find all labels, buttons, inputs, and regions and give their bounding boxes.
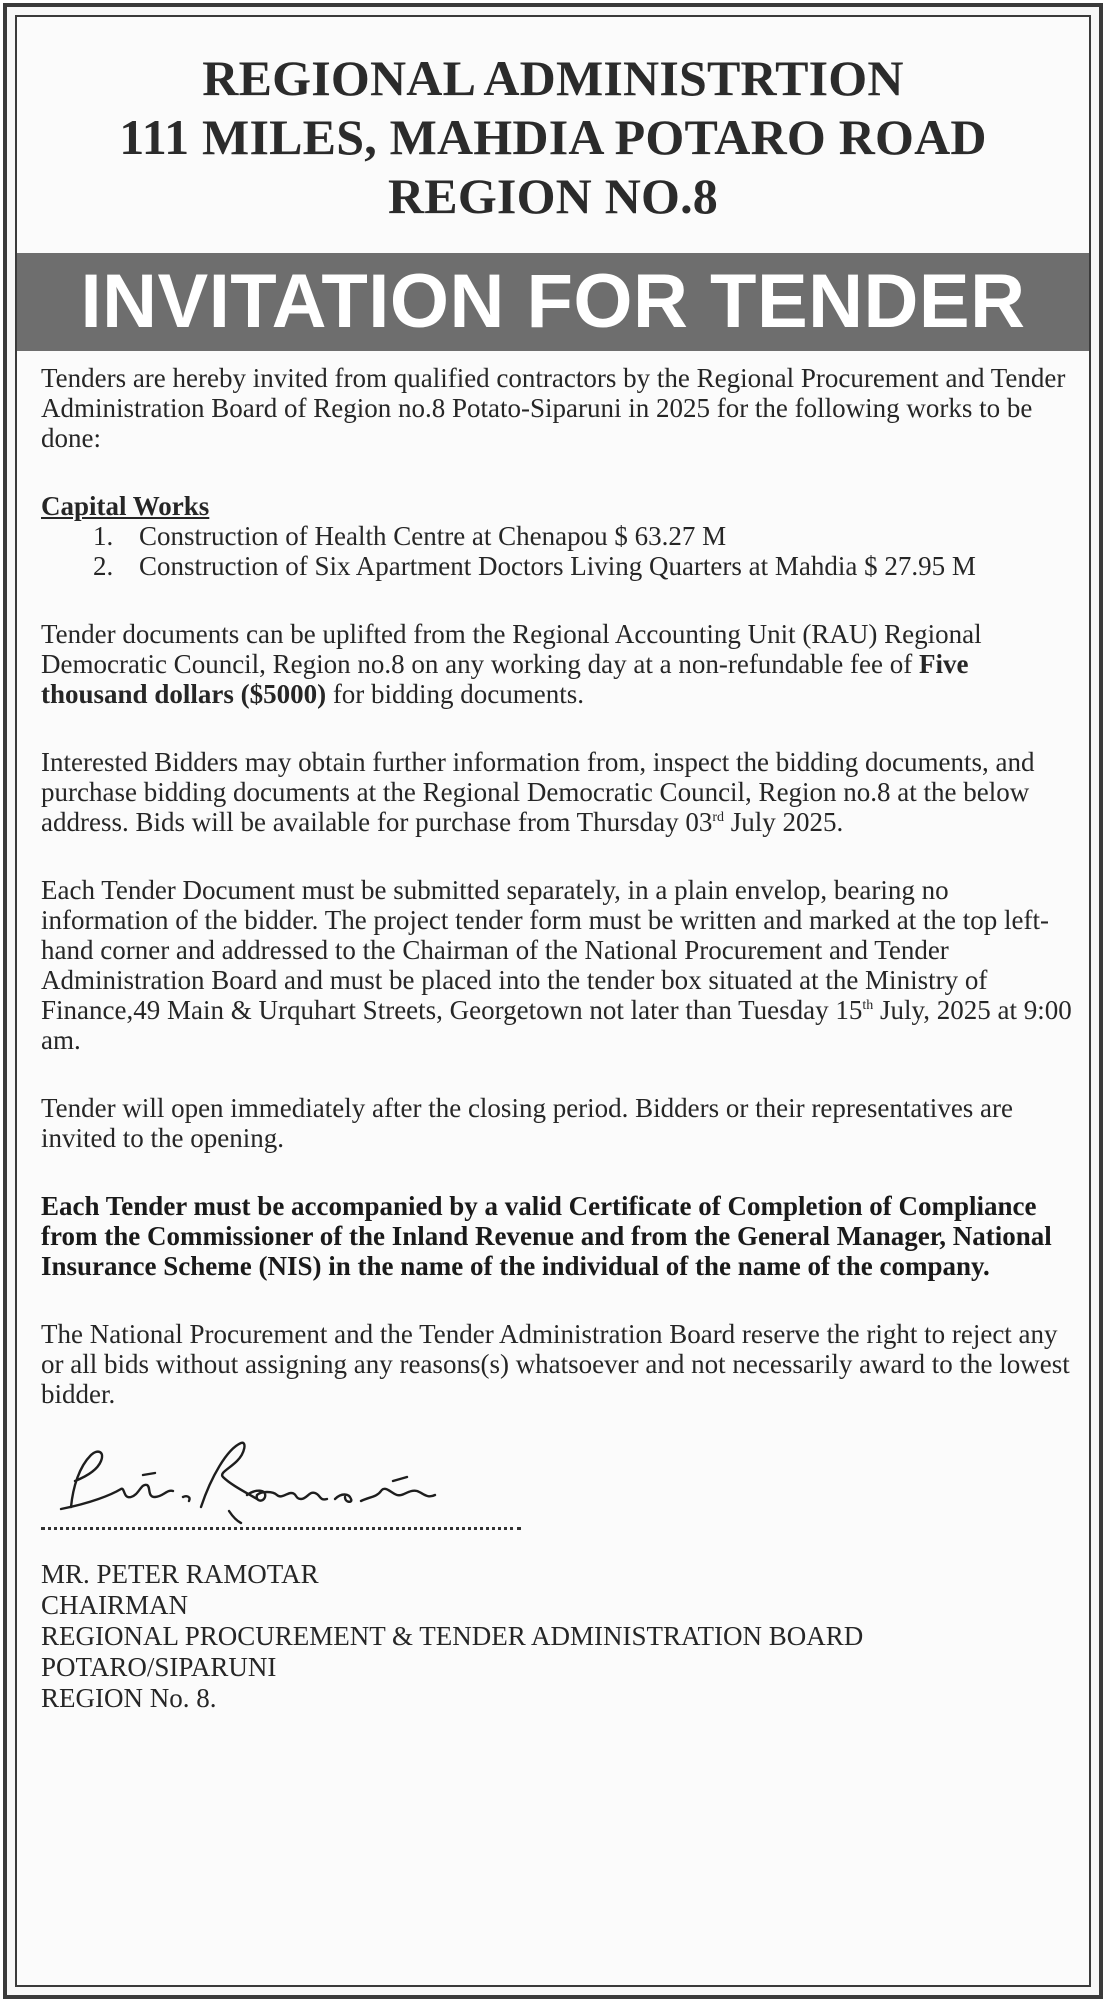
date-ordinal-suffix: rd xyxy=(712,810,724,825)
list-item xyxy=(41,551,1075,581)
date-ordinal-suffix: th xyxy=(862,998,874,1013)
list-item-text: Construction of Health Centre at Chenapou $ 63.27 M xyxy=(139,521,727,551)
list-item-text: Construction of Six Apartment Doctors Living Quarters at Mahdia $ 27.95 M xyxy=(139,551,976,581)
interested-text-end: July 2025. xyxy=(724,807,844,837)
signatory-board: REGIONAL PROCUREMENT & TENDER ADMINISTRATION BOARD xyxy=(41,1621,864,1651)
handwritten-signature xyxy=(51,1437,511,1529)
documents-text: Tender documents can be uplifted from the Regional Accounting Unit (RAU) Regional Democratic Council, Region no.8 on any working day at a non-refundable fee of xyxy=(41,619,982,679)
rights-paragraph: The National Procurement and the Tender Administration Board reserve the right to reject any or all bids without assigning any reasons(s) whatsoever and not necessarily award to the lowest bidder. xyxy=(41,1319,1070,1409)
interested-text: Interested Bidders may obtain further information from, inspect the bidding documents, and purchase bidding documents at the Regional Democratic Council, Region no.8 at the below address. Bids will be available for purchase from Thursday 03 xyxy=(41,747,1035,837)
list-item-number: 2. xyxy=(93,551,114,581)
header-line-region: REGION NO.8 xyxy=(387,168,718,224)
submission-text-end: July, 2025 at 9:00 am. xyxy=(41,995,1072,1055)
signatory-title: CHAIRMAN xyxy=(41,1590,189,1620)
list-item-number: 1. xyxy=(93,521,114,551)
notice-body xyxy=(41,363,1075,1714)
notice-outer-frame xyxy=(3,3,1103,1999)
documents-paragraph xyxy=(41,619,1075,709)
signatory-block xyxy=(41,1559,1075,1714)
header-line-address: 111 MILES, MAHDIA POTARO ROAD xyxy=(119,109,987,165)
intro-paragraph: Tenders are hereby invited from qualified contractors by the Regional Procurement and Tender Administration Board of Region no.8 Potato-Siparuni in 2025 for the following works to be done: xyxy=(41,363,1066,453)
signatory-area: POTARO/SIPARUNI xyxy=(41,1652,277,1682)
signature-block xyxy=(41,1437,521,1537)
submission-paragraph xyxy=(41,875,1075,1055)
interested-bidders-paragraph xyxy=(41,747,1075,837)
compliance-paragraph: Each Tender must be accompanied by a valid Certificate of Completion of Compliance from the Commissioner of the Inland Revenue and from the General Manager, National Insurance Scheme (NIS) in the name of the individual of the name of the company. xyxy=(41,1191,1052,1281)
notice-header xyxy=(17,17,1089,226)
signature-line xyxy=(41,1527,521,1530)
signatory-region: REGION No. 8. xyxy=(41,1683,217,1713)
list-item xyxy=(41,521,1075,551)
submission-text: Each Tender Document must be submitted separately, in a plain envelop, bearing no information of the bidder. The project tender form must be written and marked at the top left-hand corner and addressed to the Chairman of the National Procurement and Tender Administration Board and must be placed into the tender box situated at the Ministry of Finance,49 Main & Urquhart Streets, Georgetown not later than Tuesday 15 xyxy=(41,875,1049,1025)
capital-works-list xyxy=(41,521,1075,581)
capital-works-heading: Capital Works xyxy=(41,491,210,521)
notice-inner-frame xyxy=(15,15,1091,1987)
documents-fee: Five thousand dollars ($5000) xyxy=(41,649,969,709)
signatory-name: MR. PETER RAMOTAR xyxy=(41,1559,319,1589)
invitation-banner: INVITATION FOR TENDER xyxy=(17,253,1089,351)
documents-text-end: for bidding documents. xyxy=(326,679,585,709)
opening-paragraph: Tender will open immediately after the closing period. Bidders or their representatives are invited to the opening. xyxy=(41,1093,1014,1153)
header-line-administration: REGIONAL ADMINISTRTION xyxy=(202,50,904,106)
